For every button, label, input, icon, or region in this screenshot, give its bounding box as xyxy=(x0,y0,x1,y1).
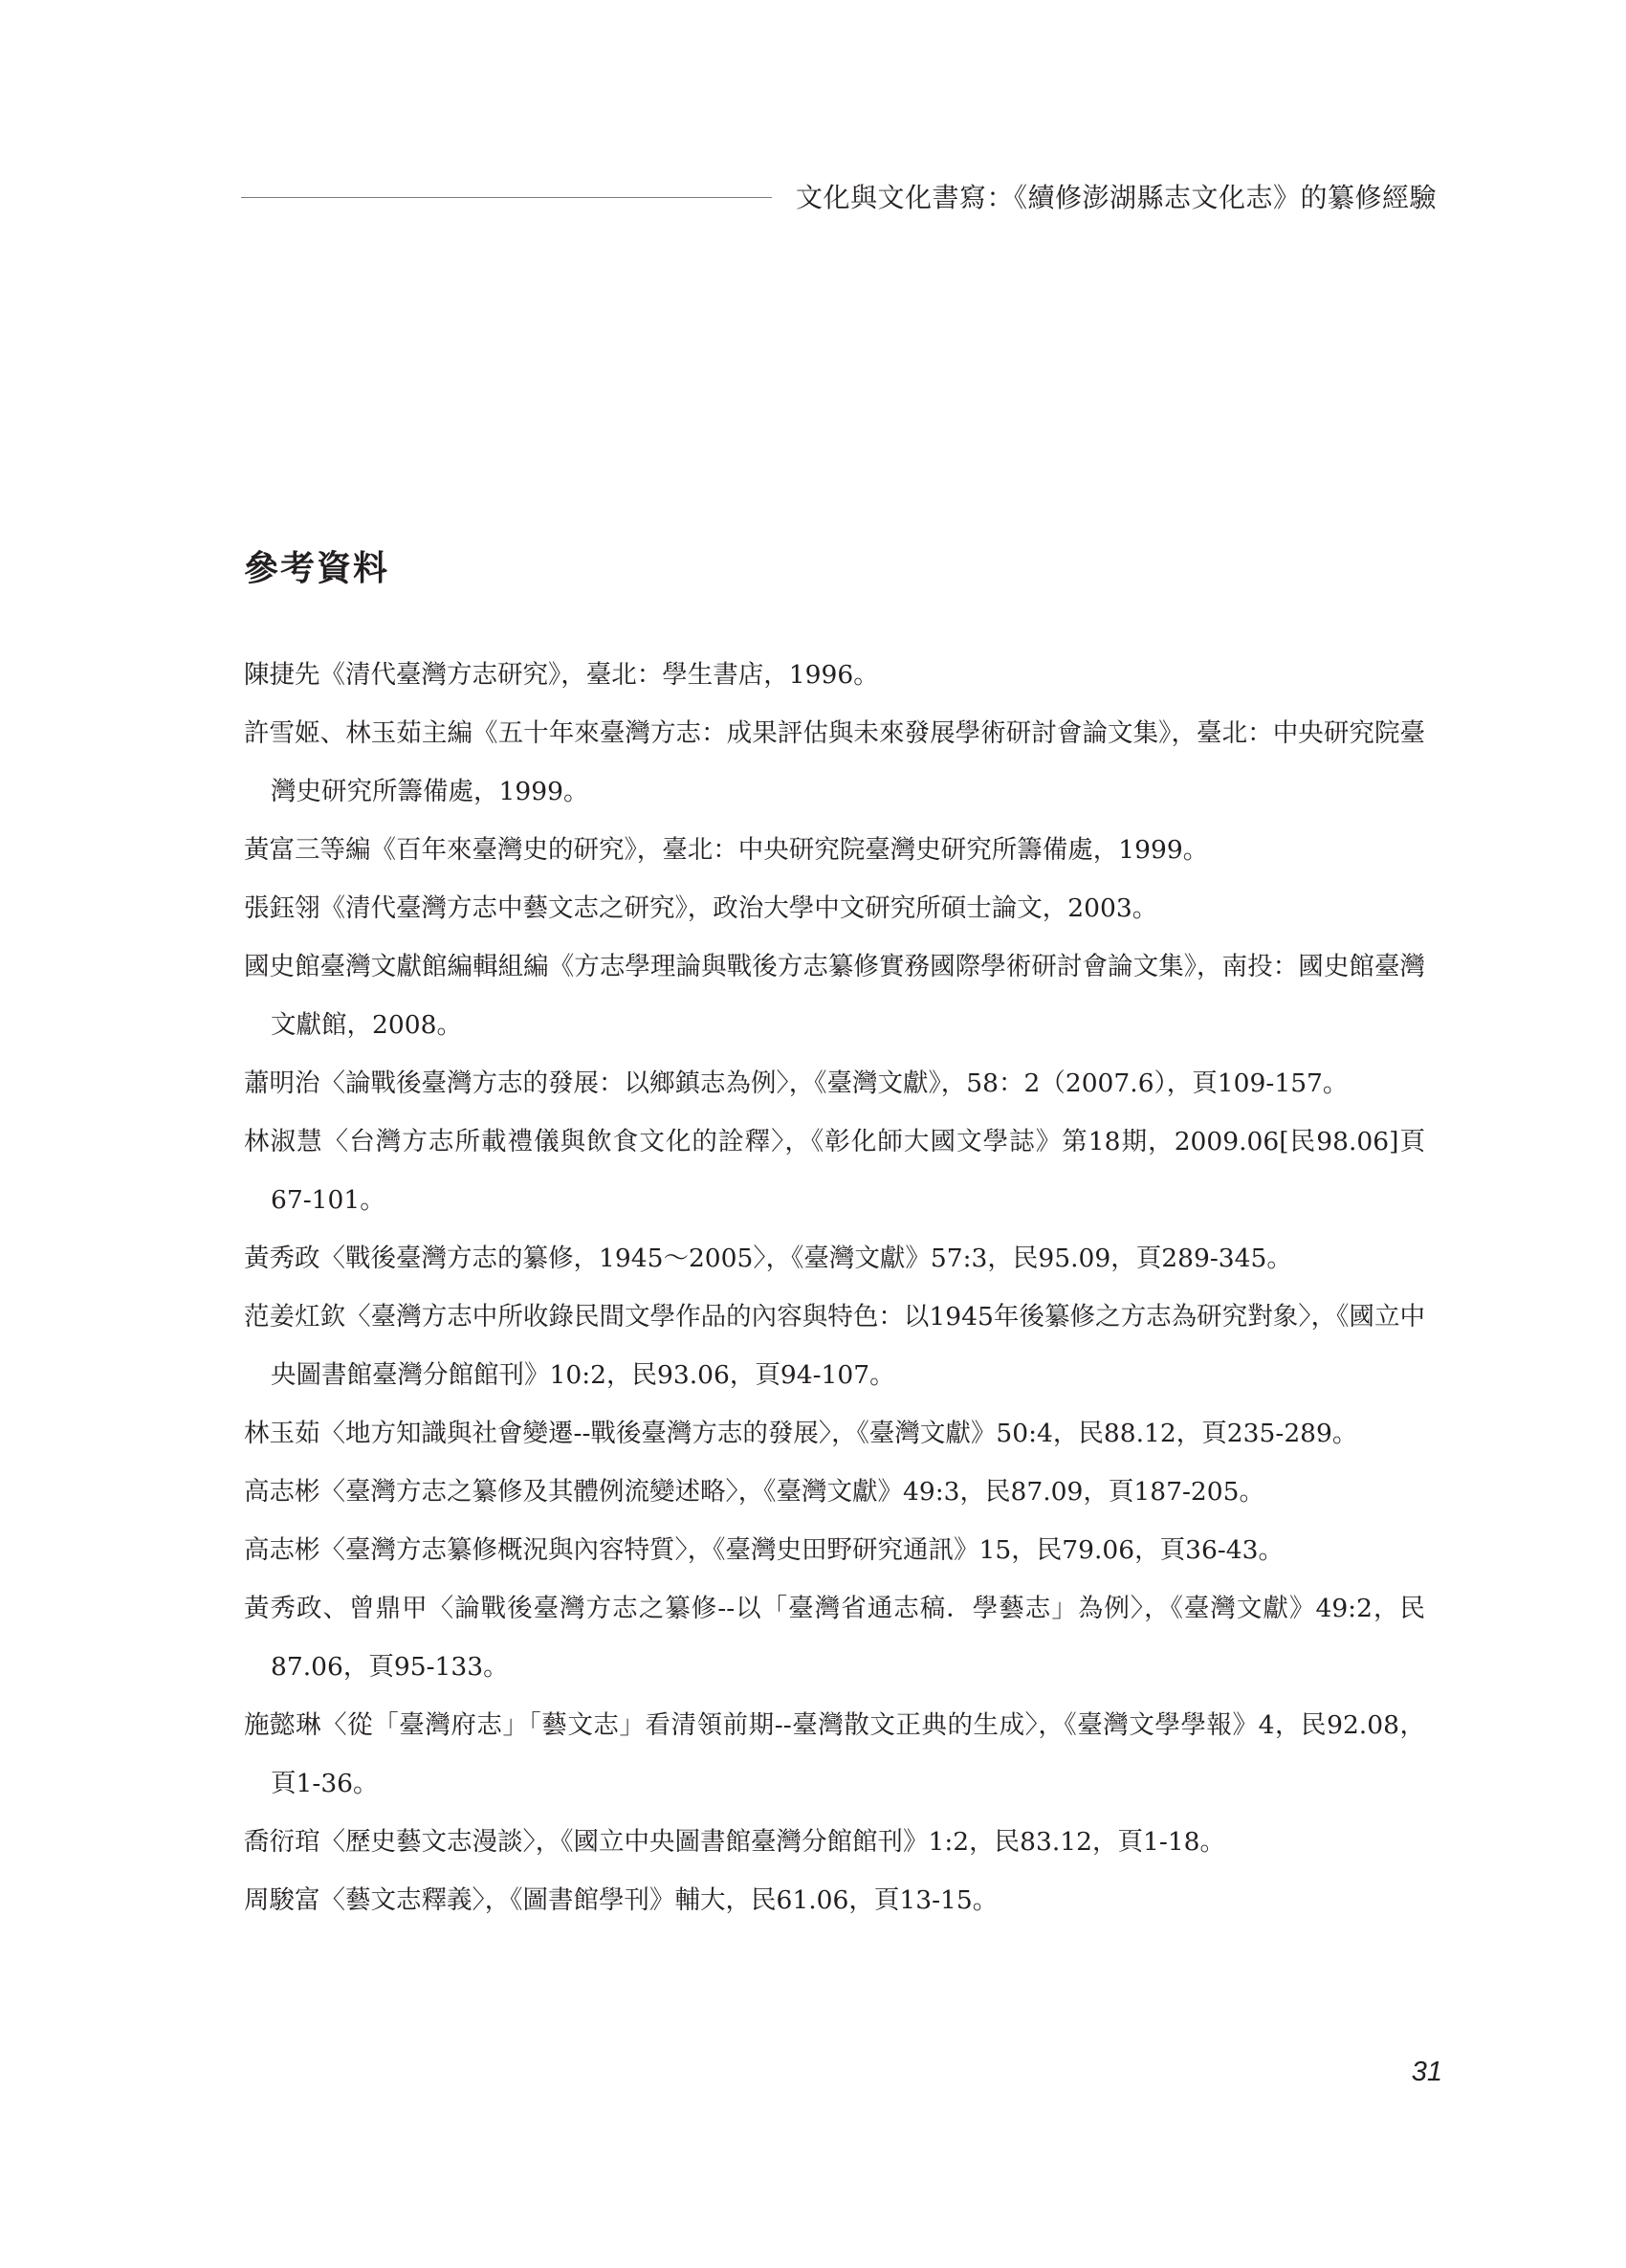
reference-entry: 高志彬〈臺灣方志纂修概況與內容特質〉，《臺灣史田野研究通訊》15，民79.06，頁36-43。 xyxy=(244,1535,1284,1565)
reference-entry: 喬衍琯〈歷史藝文志漫談〉，《國立中央圖書館臺灣分館館刊》1:2，民83.12，頁1-18。 xyxy=(244,1827,1226,1857)
reference-entry: 張鈺翎《清代臺灣方志中藝文志之研究》，政治大學中文研究所碩士論文，2003。 xyxy=(244,893,1158,923)
header-rule xyxy=(241,197,772,198)
reference-entry: 林玉茹〈地方知識與社會變遷--戰後臺灣方志的發展〉，《臺灣文獻》50:4，民88.12，頁235-289。 xyxy=(244,1419,1358,1448)
reference-entry: 蕭明治〈論戰後臺灣方志的發展：以鄉鎮志為例〉，《臺灣文獻》，58：2（2007.6），頁109-157。 xyxy=(244,1068,1349,1098)
reference-entry: 陳捷先《清代臺灣方志研究》，臺北：學生書店，1996。 xyxy=(244,660,879,690)
reference-entry: 黃秀政、曾鼎甲〈論戰後臺灣方志之纂修--以「臺灣省通志稿．學藝志」為例〉，《臺灣文獻》49:2，民87.06，頁95-133。 xyxy=(244,1594,1425,1682)
reference-entry: 黃秀政〈戰後臺灣方志的纂修，1945～2005〉，《臺灣文獻》57:3，民95.09，頁289-345。 xyxy=(244,1244,1292,1273)
reference-entry: 許雪姬、林玉茹主編《五十年來臺灣方志：成果評估與未來發展學術研討會論文集》，臺北：中央研究院臺灣史研究所籌備處，1999。 xyxy=(244,718,1425,806)
reference-entry: 黃富三等編《百年來臺灣史的研究》，臺北：中央研究院臺灣史研究所籌備處，1999。 xyxy=(244,835,1209,865)
page-number: 31 xyxy=(1411,2057,1442,2087)
running-title: 文化與文化書寫：《續修澎湖縣志文化志》的纂修經驗 xyxy=(795,182,1437,213)
reference-entry: 周駿富〈藝文志釋義〉，《圖書館學刊》輔大，民61.06，頁13-15。 xyxy=(244,1885,999,1915)
section-heading: 參考資料 xyxy=(244,549,390,588)
reference-entry: 國史館臺灣文獻館編輯組編《方志學理論與戰後方志纂修實務國際學術研討會論文集》，南投：國史館臺灣文獻館，2008。 xyxy=(244,952,1425,1040)
reference-entry: 高志彬〈臺灣方志之纂修及其體例流變述略〉，《臺灣文獻》49:3，民87.09，頁187-205。 xyxy=(244,1477,1264,1507)
reference-entry: 范姜灴欽〈臺灣方志中所收錄民間文學作品的內容與特色：以1945年後纂修之方志為研究對象〉，《國立中央圖書館臺灣分館館刊》10:2，民93.06，頁94-107。 xyxy=(244,1302,1425,1390)
reference-list xyxy=(244,646,1425,1929)
reference-entry: 林淑慧〈台灣方志所載禮儀與飲食文化的詮釋〉，《彰化師大國文學誌》第18期，2009.06[民98.06]頁67-101。 xyxy=(244,1127,1425,1215)
running-header xyxy=(241,177,1437,225)
reference-entry: 施懿琳〈從「臺灣府志」「藝文志」看清領前期--臺灣散文正典的生成〉，《臺灣文學學報》4，民92.08，頁1-36。 xyxy=(244,1710,1425,1798)
